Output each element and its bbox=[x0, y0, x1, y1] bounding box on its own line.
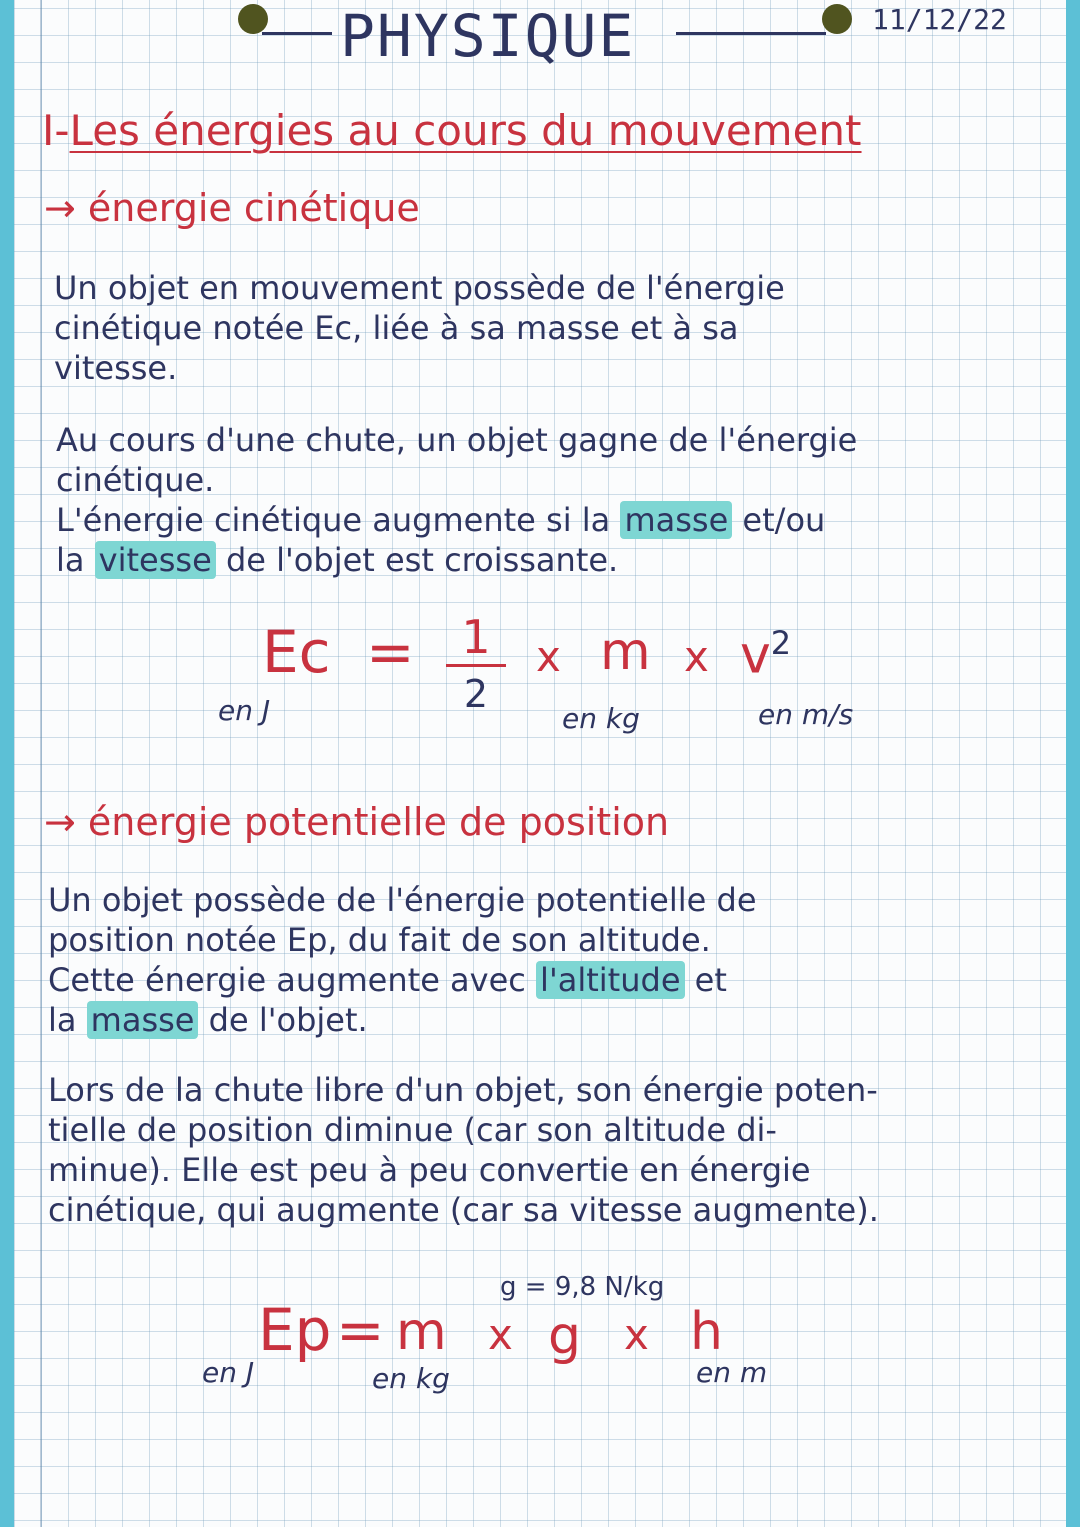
formula-ep-lhs: Ep bbox=[258, 1296, 332, 1364]
kinetic-fall-line-2: cinétique. bbox=[56, 461, 215, 499]
formula-ep-h: h bbox=[690, 1302, 723, 1362]
header-dot-right bbox=[822, 4, 852, 34]
unit-ep: en J bbox=[202, 1356, 255, 1389]
section-number: I- bbox=[42, 106, 70, 155]
unit-height: en m bbox=[696, 1356, 768, 1389]
formula-ep-times-2: x bbox=[624, 1310, 649, 1359]
kinetic-growth-line-2: la vitesse de l'objet est croissante. bbox=[56, 541, 619, 579]
margin-line bbox=[40, 0, 42, 1527]
kinetic-def-line-2: cinétique notée Ec, liée à sa masse et à sa bbox=[54, 309, 739, 347]
header-rule-right bbox=[676, 32, 826, 35]
kinetic-heading: → énergie cinétique bbox=[44, 186, 420, 230]
potential-fall-line-1: Lors de la chute libre d'un objet, son énergie poten- bbox=[48, 1071, 878, 1109]
kinetic-growth-line-1: L'énergie cinétique augmente si la masse et/ou bbox=[56, 501, 826, 539]
unit-potential-mass: en kg bbox=[372, 1362, 450, 1395]
kinetic-fall-line-1: Au cours d'une chute, un objet gagne de l'énergie bbox=[56, 421, 858, 459]
formula-ec-v: $v^2$ bbox=[740, 624, 792, 686]
page-title: PHYSIQUE bbox=[340, 2, 636, 70]
unit-ec: en J bbox=[218, 694, 271, 727]
potential-fall-line-4: cinétique, qui augmente (car sa vitesse augmente). bbox=[48, 1191, 879, 1229]
fraction-bar bbox=[446, 664, 506, 667]
formula-ec-times-2: x bbox=[684, 632, 709, 681]
unit-kinetic-mass: en kg bbox=[562, 702, 640, 735]
potential-heading: → énergie potentielle de position bbox=[44, 800, 670, 844]
highlight-vitesse: vitesse bbox=[95, 541, 216, 579]
potential-fall-paragraph bbox=[48, 1070, 879, 1230]
potential-definition bbox=[48, 880, 757, 1040]
formula-ec-exponent: 2 bbox=[770, 624, 792, 662]
kinetic-definition bbox=[54, 268, 785, 388]
formula-ec-times-1: x bbox=[536, 632, 561, 681]
kinetic-fall-paragraph bbox=[56, 420, 857, 580]
formula-ec-lhs: Ec bbox=[262, 618, 331, 686]
kinetic-def-line-1: Un objet en mouvement possède de l'énergie bbox=[54, 269, 785, 307]
potential-def-line-4: la masse de l'objet. bbox=[48, 1001, 368, 1039]
formula-ec-fraction bbox=[446, 610, 506, 717]
formula-ep-m: m bbox=[396, 1302, 447, 1362]
highlight-altitude: l'altitude bbox=[536, 961, 684, 999]
page-date: 11/12/22 bbox=[872, 3, 1007, 36]
right-page-edge bbox=[1066, 0, 1080, 1527]
potential-fall-line-2: tielle de position diminue (car son altitude di- bbox=[48, 1111, 777, 1149]
section-title-text: Les énergies au cours du mouvement bbox=[69, 106, 862, 155]
highlight-masse-potential: masse bbox=[87, 1001, 199, 1039]
formula-ep-times-1: x bbox=[488, 1310, 513, 1359]
section-title bbox=[42, 106, 862, 155]
formula-ec-m: m bbox=[600, 622, 651, 682]
fraction-numerator: 1 bbox=[461, 610, 491, 664]
gravity-note: g = 9,8 N/kg bbox=[500, 1272, 665, 1302]
kinetic-def-line-3: vitesse. bbox=[54, 349, 178, 387]
header-rule-left bbox=[262, 32, 332, 35]
unit-speed: en m/s bbox=[758, 698, 854, 731]
fraction-denominator: 2 bbox=[463, 672, 489, 716]
left-page-edge bbox=[0, 0, 14, 1527]
potential-fall-line-3: minue). Elle est peu à peu convertie en énergie bbox=[48, 1151, 811, 1189]
formula-ec-equals: = bbox=[366, 618, 415, 686]
highlight-masse: masse bbox=[620, 501, 732, 539]
potential-def-line-2: position notée Ep, du fait de son altitude. bbox=[48, 921, 711, 959]
potential-def-line-1: Un objet possède de l'énergie potentielle de bbox=[48, 881, 757, 919]
formula-ep-g: g bbox=[548, 1306, 582, 1366]
header-dot-left bbox=[238, 4, 268, 34]
formula-ep-equals: = bbox=[336, 1296, 385, 1364]
potential-def-line-3: Cette énergie augmente avec l'altitude et bbox=[48, 961, 727, 999]
